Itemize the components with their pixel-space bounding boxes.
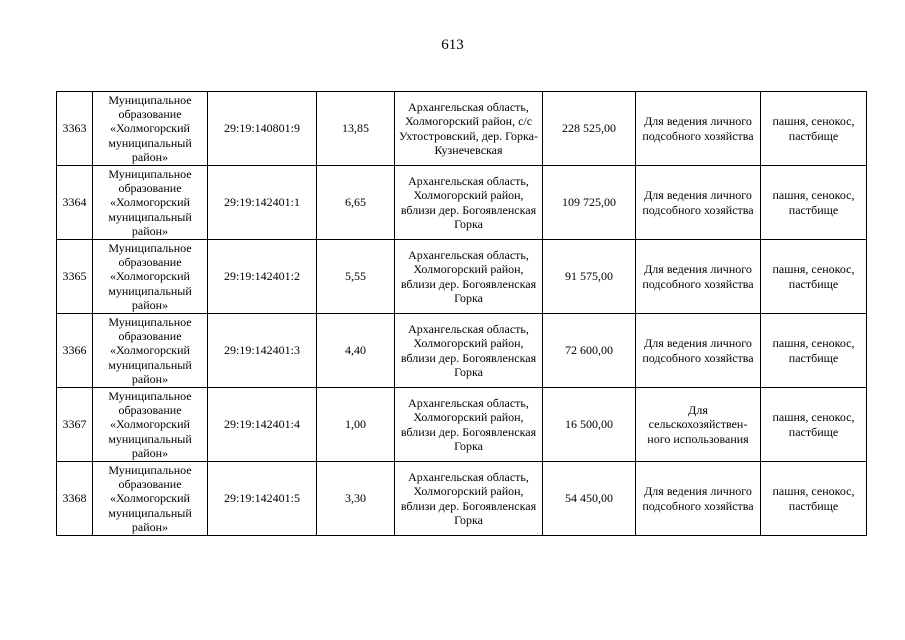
location-cell-text: Архангельская область, Холмогорский район, вблизи дер. Богоявленская Горка	[400, 396, 537, 453]
price-cell	[543, 92, 636, 166]
cadastral-number-cell	[208, 314, 317, 388]
owner-cell-text: Муниципальное образование «Холмогорский муниципальный район»	[108, 314, 192, 386]
table-row	[57, 314, 867, 388]
location-cell-text: Архангельская область, Холмогорский район, вблизи дер. Богоявленская Горка	[400, 248, 537, 305]
area-cell-text: 1,00	[345, 417, 366, 432]
purpose-cell	[636, 92, 761, 166]
row-number-text: 3364	[62, 195, 87, 210]
land-type-cell	[761, 92, 867, 166]
row-number	[57, 462, 93, 536]
location-cell-text: Архангельская область, Холмогорский район, вблизи дер. Богоявленская Горка	[400, 470, 537, 527]
row-number-text: 3363	[62, 121, 87, 136]
area-cell	[317, 388, 395, 462]
location-cell	[395, 166, 543, 240]
land-type-cell-text: пашня, сенокос, пастбище	[772, 410, 855, 439]
owner-cell	[93, 166, 208, 240]
row-number	[57, 240, 93, 314]
purpose-cell-text: Для ведения личного подсобного хозяйства	[642, 188, 754, 217]
owner-cell-text: Муниципальное образование «Холмогорский муниципальный район»	[108, 166, 192, 238]
cadastral-number-cell-text: 29:19:142401:2	[223, 269, 300, 284]
table-row	[57, 92, 867, 166]
area-cell-text: 3,30	[345, 491, 366, 506]
row-number-text: 3366	[62, 343, 87, 358]
cadastral-number-cell	[208, 388, 317, 462]
cadastral-number-cell-text: 29:19:142401:5	[223, 491, 300, 506]
cadastral-number-cell	[208, 92, 317, 166]
purpose-cell	[636, 388, 761, 462]
land-type-cell-text: пашня, сенокос, пастбище	[772, 484, 855, 513]
row-number	[57, 314, 93, 388]
owner-cell	[93, 388, 208, 462]
area-cell	[317, 92, 395, 166]
price-cell-text: 228 525,00	[562, 121, 616, 136]
purpose-cell-text: Для ведения личного подсобного хозяйства	[642, 114, 754, 143]
table-row	[57, 240, 867, 314]
row-number	[57, 388, 93, 462]
table-body	[57, 92, 867, 536]
row-number	[57, 166, 93, 240]
area-cell-text: 13,85	[342, 121, 369, 136]
location-cell-text: Архангельская область, Холмогорский район, вблизи дер. Богоявленская Горка	[400, 322, 537, 379]
area-cell-text: 5,55	[345, 269, 366, 284]
owner-cell-text: Муниципальное образование «Холмогорский муниципальный район»	[108, 92, 192, 164]
land-type-cell	[761, 462, 867, 536]
area-cell	[317, 240, 395, 314]
owner-cell-text: Муниципальное образование «Холмогорский муниципальный район»	[108, 388, 192, 460]
owner-cell	[93, 314, 208, 388]
cadastral-number-cell	[208, 462, 317, 536]
location-cell	[395, 92, 543, 166]
price-cell-text: 91 575,00	[565, 269, 613, 284]
cadastral-number-cell-text: 29:19:140801:9	[223, 121, 300, 136]
area-cell-text: 4,40	[345, 343, 366, 358]
owner-cell-text: Муниципальное образование «Холмогорский муниципальный район»	[108, 240, 192, 312]
purpose-cell	[636, 462, 761, 536]
price-cell-text: 16 500,00	[565, 417, 613, 432]
table-row	[57, 462, 867, 536]
land-type-cell	[761, 388, 867, 462]
land-type-cell-text: пашня, сенокос, пастбище	[772, 262, 855, 291]
table-row	[57, 388, 867, 462]
row-number-text: 3368	[62, 491, 87, 506]
owner-cell	[93, 92, 208, 166]
location-cell	[395, 462, 543, 536]
land-registry-table	[56, 91, 867, 536]
land-type-cell-text: пашня, сенокос, пастбище	[772, 114, 855, 143]
price-cell	[543, 462, 636, 536]
price-cell-text: 54 450,00	[565, 491, 613, 506]
price-cell	[543, 240, 636, 314]
price-cell	[543, 314, 636, 388]
purpose-cell-text: Для ведения личного подсобного хозяйства	[642, 336, 754, 365]
cadastral-number-cell	[208, 240, 317, 314]
area-cell	[317, 166, 395, 240]
purpose-cell	[636, 240, 761, 314]
land-type-cell-text: пашня, сенокос, пастбище	[772, 188, 855, 217]
land-type-cell	[761, 314, 867, 388]
location-cell-text: Архангельская область, Холмогорский район, вблизи дер. Богоявленская Горка	[400, 174, 537, 231]
cadastral-number-cell-text: 29:19:142401:3	[223, 343, 300, 358]
price-cell-text: 109 725,00	[562, 195, 616, 210]
purpose-cell-text: Для ведения личного подсобного хозяйства	[642, 484, 754, 513]
land-type-cell-text: пашня, сенокос, пастбище	[772, 336, 855, 365]
land-type-cell	[761, 166, 867, 240]
row-number-text: 3367	[62, 417, 87, 432]
purpose-cell-text: Для ведения личного подсобного хозяйства	[642, 262, 754, 291]
owner-cell	[93, 462, 208, 536]
cadastral-number-cell-text: 29:19:142401:4	[223, 417, 300, 432]
location-cell	[395, 314, 543, 388]
row-number	[57, 92, 93, 166]
location-cell	[395, 388, 543, 462]
purpose-cell-text: Для сельскохозяйствен-ного использования	[647, 403, 749, 446]
purpose-cell	[636, 314, 761, 388]
table-row	[57, 166, 867, 240]
price-cell-text: 72 600,00	[565, 343, 613, 358]
owner-cell-text: Муниципальное образование «Холмогорский муниципальный район»	[108, 462, 192, 534]
owner-cell	[93, 240, 208, 314]
purpose-cell	[636, 166, 761, 240]
cadastral-number-cell-text: 29:19:142401:1	[223, 195, 300, 210]
location-cell-text: Архангельская область, Холмогорский район, с/с Ухтостровский, дер. Горка-Кузнечевская	[399, 100, 538, 157]
area-cell-text: 6,65	[345, 195, 366, 210]
area-cell	[317, 462, 395, 536]
price-cell	[543, 388, 636, 462]
location-cell	[395, 240, 543, 314]
price-cell	[543, 166, 636, 240]
row-number-text: 3365	[62, 269, 87, 284]
cadastral-number-cell	[208, 166, 317, 240]
page-number: 613	[441, 37, 464, 53]
area-cell	[317, 314, 395, 388]
land-type-cell	[761, 240, 867, 314]
